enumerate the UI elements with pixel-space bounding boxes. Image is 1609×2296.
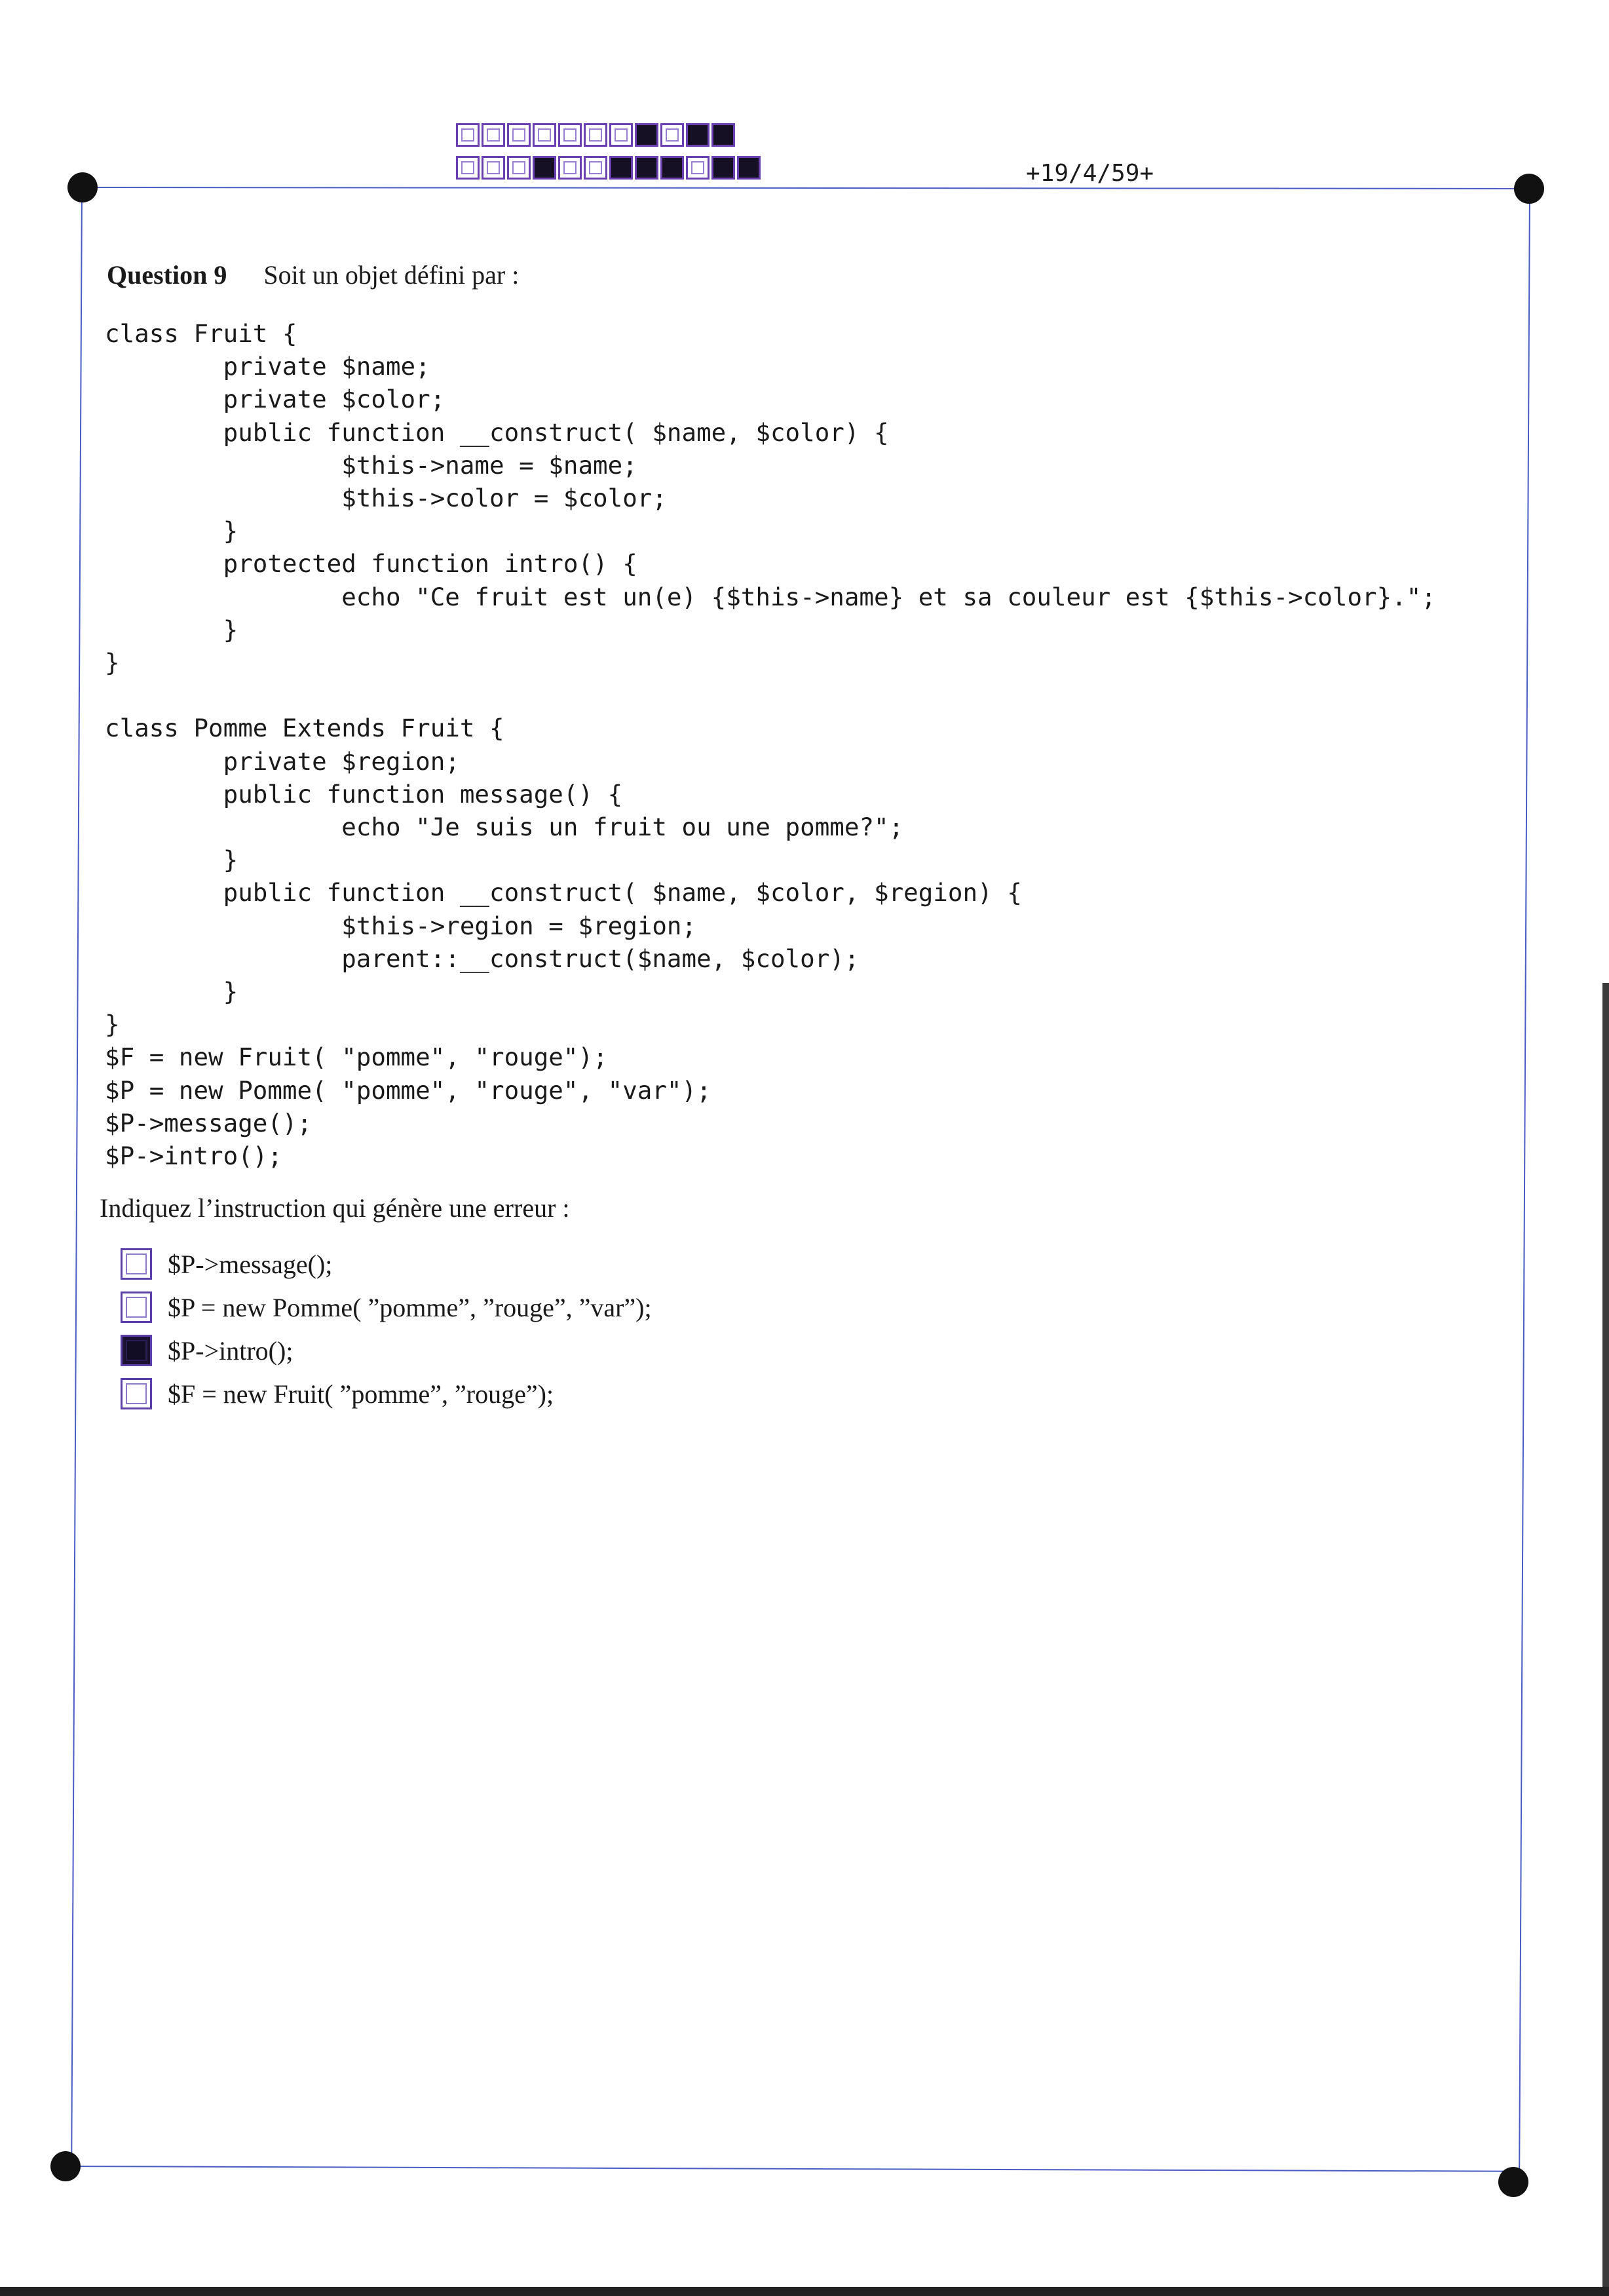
id-code-cell — [584, 123, 607, 147]
question-label: Question 9 — [107, 260, 227, 290]
answer-text: $P->intro(); — [168, 1335, 293, 1366]
id-code-cell — [609, 156, 633, 180]
id-code-cell — [609, 123, 633, 147]
id-code-cell — [507, 123, 531, 147]
answer-text: $F = new Fruit( ”pomme”, ”rouge”); — [168, 1379, 554, 1409]
code-line: public function message() { — [105, 779, 623, 809]
code-line: } — [105, 977, 238, 1006]
code-line: public function __construct( $name, $color, $region) { — [105, 878, 1022, 908]
question-header — [107, 259, 519, 290]
id-code-cell — [558, 156, 582, 180]
page-id: +19/4/59+ — [1026, 160, 1154, 187]
code-line: class Fruit { — [105, 319, 297, 348]
answer-option[interactable] — [121, 1372, 652, 1415]
question-text: Soit un objet défini par : — [263, 260, 520, 290]
code-line: $P->intro(); — [105, 1141, 282, 1171]
code-line: } — [105, 516, 238, 546]
answer-checkbox[interactable] — [121, 1292, 152, 1323]
id-code-cell — [686, 123, 710, 147]
id-code-cell — [711, 156, 735, 180]
id-code-cell — [711, 123, 735, 147]
frame-right-line — [1519, 189, 1530, 2181]
code-line: $P->message(); — [105, 1108, 312, 1138]
id-code-cell — [635, 156, 658, 180]
id-code-cell — [507, 156, 531, 180]
id-code-cell — [737, 156, 761, 180]
id-code-cell — [456, 156, 480, 180]
answer-prompt: Indiquez l’instruction qui génère une erreur : — [100, 1193, 570, 1223]
answer-checkbox[interactable] — [121, 1248, 152, 1280]
answer-text: $P = new Pomme( ”pomme”, ”rouge”, ”var”); — [168, 1292, 652, 1322]
id-code-cell — [584, 156, 607, 180]
code-block — [105, 317, 1436, 1172]
corner-mark-bottom-right — [1498, 2167, 1528, 2197]
id-code-cell — [558, 123, 582, 147]
answer-list — [121, 1242, 652, 1415]
code-line: $P = new Pomme( "pomme", "rouge", "var"); — [105, 1075, 711, 1105]
code-line: public function __construct( $name, $color) { — [105, 417, 889, 447]
code-line: $this->region = $region; — [105, 911, 697, 940]
answer-checkbox[interactable] — [121, 1378, 152, 1409]
answer-text: $P->message(); — [168, 1249, 333, 1279]
code-line: private $region; — [105, 746, 460, 776]
answer-option[interactable] — [121, 1329, 652, 1372]
id-code-cell — [533, 123, 556, 147]
id-code-cell — [482, 156, 505, 180]
id-code-cell — [686, 156, 710, 180]
code-line: $this->color = $color; — [105, 484, 667, 513]
code-line: $F = new Fruit( "pomme", "rouge"); — [105, 1043, 608, 1072]
id-code-cell — [456, 123, 480, 147]
code-line: parent::__construct($name, $color); — [105, 944, 860, 973]
id-code-cell — [660, 156, 684, 180]
code-line: private $name; — [105, 352, 430, 381]
corner-mark-bottom-left — [50, 2151, 81, 2181]
code-line: } — [105, 615, 238, 644]
scan-edge-shadow — [1602, 983, 1609, 2296]
code-line: } — [105, 845, 238, 875]
code-line: $this->name = $name; — [105, 450, 637, 480]
id-code-cell — [482, 123, 505, 147]
corner-mark-top-left — [67, 172, 98, 202]
id-code-row-2 — [456, 156, 763, 183]
frame-left-line — [71, 187, 83, 2166]
code-line: protected function intro() { — [105, 549, 637, 579]
code-line: echo "Ce fruit est un(e) {$this->name} et sa couleur est {$this->color}."; — [105, 582, 1436, 611]
answer-option[interactable] — [121, 1242, 652, 1286]
code-line: } — [105, 648, 120, 678]
code-line: } — [105, 1010, 120, 1039]
code-line: class Pomme Extends Fruit { — [105, 714, 504, 743]
id-code-row-1 — [456, 123, 737, 151]
code-line: private $color; — [105, 385, 445, 414]
frame-bottom-line — [66, 2166, 1515, 2172]
corner-mark-top-right — [1514, 174, 1544, 204]
id-code-cell — [660, 123, 684, 147]
answer-option[interactable] — [121, 1286, 652, 1329]
code-line: echo "Je suis un fruit ou une pomme?"; — [105, 813, 904, 842]
id-code-cell — [533, 156, 556, 180]
answer-checkbox[interactable] — [121, 1335, 152, 1366]
scan-bottom-shadow — [0, 2287, 1609, 2296]
id-code-cell — [635, 123, 658, 147]
frame-top-line — [83, 187, 1530, 189]
